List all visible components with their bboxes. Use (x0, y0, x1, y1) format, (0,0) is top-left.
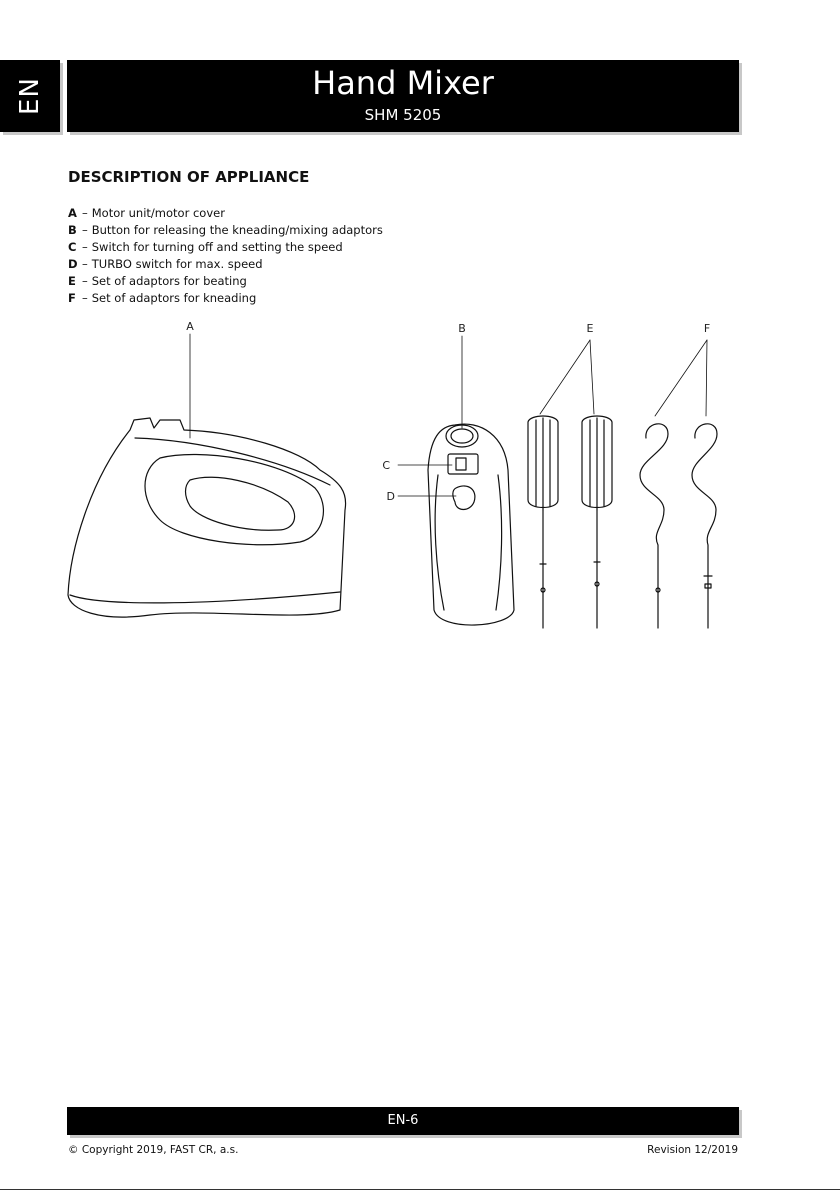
language-label: EN (15, 77, 45, 115)
bottom-divider (0, 1189, 840, 1190)
beater-drawing (582, 416, 612, 628)
legend-item: F – Set of adaptors for kneading (68, 291, 257, 305)
legend-item: D – TURBO switch for max. speed (68, 257, 263, 271)
section-heading: DESCRIPTION OF APPLIANCE (68, 168, 310, 186)
copyright-notice: © Copyright 2019, FAST CR, a.s. (68, 1144, 239, 1156)
title-banner (67, 60, 739, 132)
handle-drawing (398, 336, 514, 625)
model-number: SHM 5205 (364, 106, 442, 124)
label-c: C (382, 459, 390, 472)
appliance-illustration (0, 310, 840, 640)
label-f: F (703, 322, 711, 335)
motor-unit-drawing (68, 334, 346, 617)
legend-item: E – Set of adaptors for beating (68, 274, 247, 288)
dough-hook-drawing (640, 424, 668, 628)
label-a: A (186, 320, 194, 333)
label-d: D (386, 490, 395, 503)
label-e: E (586, 322, 594, 335)
beater-drawing (528, 416, 558, 628)
page-title: Hand Mixer (312, 64, 494, 102)
legend-item: A – Motor unit/motor cover (68, 206, 225, 220)
revision-label: Revision 12/2019 (647, 1144, 738, 1156)
legend-item: C – Switch for turning off and setting the speed (68, 240, 343, 254)
dough-hook-drawing (692, 424, 717, 628)
page-number: EN-6 (387, 1113, 419, 1128)
legend-item: B – Button for releasing the kneading/mixing adaptors (68, 223, 383, 237)
page-number-bar (67, 1107, 739, 1135)
parts-legend (68, 205, 383, 307)
label-b: B (458, 322, 466, 335)
language-tab (0, 60, 60, 132)
